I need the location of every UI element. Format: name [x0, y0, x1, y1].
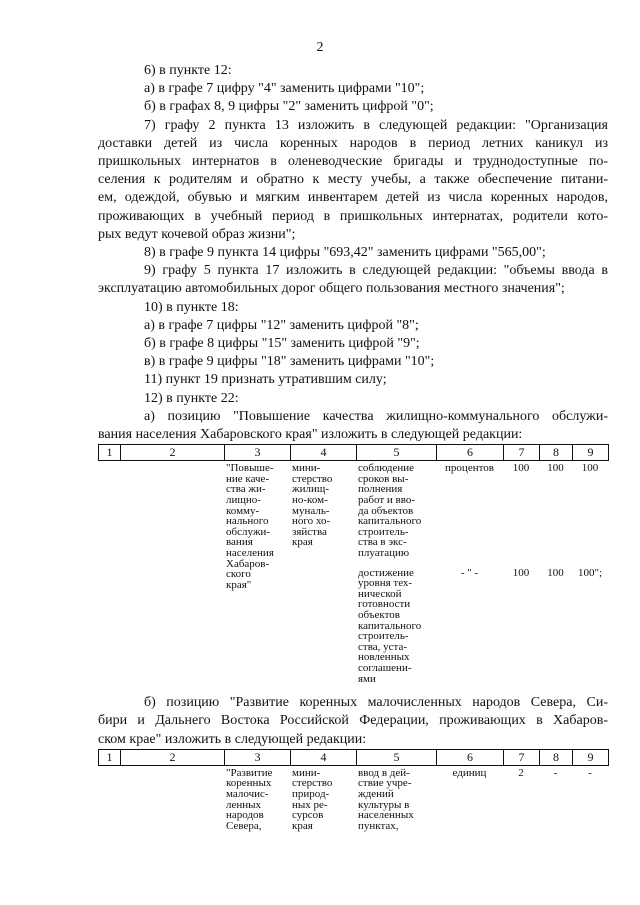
cell-text-line: сурсов	[292, 809, 324, 822]
text-line: ском крае" изложить в следующей редакции:	[98, 731, 367, 747]
cell-text-line: жилищ-	[292, 483, 329, 496]
header-cell: 1	[99, 445, 121, 461]
t1-r1-col-5	[356, 461, 436, 558]
text-line: а) в графе 7 цифры "12" заменить цифрой "8";	[144, 317, 419, 333]
table-1-body	[98, 461, 608, 684]
header-cell: 9	[573, 445, 609, 461]
cell-text-line: мини-	[292, 766, 321, 779]
t1-col-1	[98, 461, 120, 558]
cell-text-line: ями	[358, 672, 376, 685]
header-cell: 2	[121, 749, 225, 765]
cell-text-line: комму-	[226, 504, 260, 517]
cell-text-line: да объектов	[358, 504, 414, 517]
table-1-header	[98, 444, 609, 461]
header-cell: 2	[121, 445, 225, 461]
text-line: пришкольных интернатов в оленеводческие бригады и труднодоступные по-	[98, 154, 608, 170]
cell-text-line: ного хо-	[292, 515, 331, 528]
header-cell: 8	[540, 445, 573, 461]
cell-text-line: края	[292, 819, 313, 832]
t1-r1-col-7: 100	[512, 462, 530, 475]
header-cell: 3	[225, 445, 291, 461]
cell-text-line: ных ре-	[292, 798, 328, 811]
t1-r2-col-8: 100	[547, 566, 564, 579]
cell-text-line: ждений	[358, 787, 394, 800]
t1-col-2	[120, 461, 224, 558]
cell-text-line: достижение	[358, 566, 414, 579]
header-cell: 4	[291, 445, 357, 461]
table-2-header	[98, 749, 609, 766]
cell-text-line: ства в экс-	[358, 536, 407, 549]
cell-text-line: края	[292, 536, 313, 549]
header-cell: 5	[357, 749, 437, 765]
cell-text-line: нической	[358, 587, 402, 600]
cell-text-line: строитель-	[358, 630, 409, 643]
header-cell: 6	[437, 445, 504, 461]
page-number: 2	[316, 40, 324, 55]
t1-r2-col-1	[98, 559, 120, 685]
cell-text-line: капитального	[358, 515, 422, 528]
header-cell: 9	[573, 749, 609, 765]
cell-text-line: сроков вы-	[358, 472, 409, 485]
text-line: а) в графе 7 цифру "4" заменить цифрами "10";	[144, 81, 425, 97]
cell-text-line: вания	[226, 536, 253, 549]
t2-col-2	[120, 766, 224, 832]
cell-text-line: природ-	[292, 787, 330, 800]
header-cell: 3	[225, 749, 291, 765]
cell-text-line: лищно-	[226, 494, 261, 507]
paragraphs-section-a	[98, 62, 608, 444]
text-line: бири и Дальнего Востока Российской Федерации, проживающих в Хабаров-	[98, 713, 608, 729]
t2-col-8: -	[553, 766, 558, 779]
cell-text-line: объектов	[358, 608, 400, 621]
t2-col-6: единиц	[452, 766, 487, 779]
text-line: вания населения Хабаровского края" изложить в следующей редакции:	[98, 427, 523, 443]
cell-text-line: ввод в дей-	[358, 766, 410, 779]
t2-col-7: 2	[518, 766, 524, 779]
text-line: эксплуатацию автомобильных дорог общего пользования местного значения";	[98, 281, 565, 297]
text-line: 9) графу 5 пункта 17 изложить в следующей редакции: "объемы ввода в	[144, 263, 608, 279]
cell-text-line: строитель-	[358, 525, 409, 538]
t1-r2-col-6: - " -	[460, 566, 479, 579]
text-line: 7) графу 2 пункта 13 изложить в следующей редакции: "Организация	[144, 117, 608, 133]
text-line: ем, одеждой, обувью и мягким инвентарем детей из числа коренных народов,	[98, 190, 608, 206]
text-line: проживающих в учебный период в пришкольных интернатах, родители кото-	[98, 208, 608, 224]
text-line: 12) в пункте 22:	[144, 390, 239, 406]
cell-text-line: зяйства	[292, 525, 327, 538]
cell-text-line: работ и вво-	[358, 494, 416, 507]
cell-text-line: народов	[226, 809, 264, 822]
cell-text-line: новленных	[358, 651, 410, 664]
cell-text-line: населенных	[358, 809, 414, 822]
cell-text-line: ленных	[226, 798, 262, 811]
t2-col-1	[98, 766, 120, 832]
cell-text-line: Хабаров-	[226, 557, 270, 570]
text-line: б) в графах 8, 9 цифры "2" заменить цифрой "0";	[144, 99, 434, 115]
t2-col-5	[356, 766, 436, 832]
header-cell: 7	[504, 445, 540, 461]
header-cell: 8	[540, 749, 573, 765]
t2-col-4	[290, 766, 356, 832]
table-2-body	[98, 766, 608, 832]
cell-text-line: населения	[226, 547, 274, 560]
t1-r1-col-9: 100	[581, 462, 599, 475]
paragraphs-section-b	[98, 694, 608, 749]
t1-r2-col-5	[356, 559, 436, 685]
header-cell: 4	[291, 749, 357, 765]
cell-text-line: муналь-	[292, 504, 330, 517]
header-cell: 5	[357, 445, 437, 461]
cell-text-line: ние каче-	[226, 472, 270, 485]
cell-text-line: ства, уста-	[358, 640, 407, 653]
cell-text-line: ства жи-	[226, 483, 266, 496]
cell-text-line: пунктах,	[358, 819, 399, 832]
text-line: в) в графе 9 цифры "18" заменить цифрами "10";	[144, 354, 435, 370]
t1-r2-col-9: 100";	[577, 566, 603, 579]
table-1-row-1	[98, 461, 608, 558]
header-cell: 7	[504, 749, 540, 765]
t1-r1-col-8: 100	[547, 462, 564, 475]
cell-text-line: мини-	[292, 462, 321, 475]
cell-text-line: "Развитие	[226, 766, 273, 779]
cell-text-line: культуры в	[358, 798, 410, 811]
cell-text-line: но-ком-	[292, 494, 328, 507]
header-cell: 6	[437, 749, 504, 765]
cell-text-line: коренных	[226, 777, 272, 790]
cell-text-line: ствие учре-	[358, 777, 412, 790]
cell-text-line: готовности	[358, 598, 411, 611]
t2-col-3	[224, 766, 290, 832]
cell-text-line: соглашени-	[358, 661, 412, 674]
cell-text-line: нального	[226, 515, 269, 528]
cell-text-line: полнения	[358, 483, 403, 496]
cell-text-line: соблюдение	[358, 462, 414, 475]
cell-text-line: малочис-	[226, 787, 269, 800]
cell-text-line: уровня тех-	[358, 577, 413, 590]
cell-text-line: Севера,	[226, 819, 262, 832]
text-line: 6) в пункте 12:	[144, 63, 232, 78]
cell-text-line: капитального	[358, 619, 422, 632]
cell-text-line: края"	[226, 578, 252, 591]
t1-r2-col-7: 100	[512, 566, 530, 579]
t1-col-3	[224, 461, 290, 684]
text-line: а) позицию "Повышение качества жилищно-коммунального обслужи-	[144, 408, 608, 424]
t1-r1-col-6: процентов	[445, 462, 494, 475]
text-line: 8) в графе 9 пункта 14 цифры "693,42" заменить цифрами "565,00";	[144, 245, 546, 261]
cell-text-line: стерство	[292, 472, 333, 485]
cell-text-line: стерство	[292, 777, 333, 790]
text-line: 11) пункт 19 признать утратившим силу;	[144, 372, 387, 388]
document-body	[98, 62, 608, 831]
t1-col-4	[290, 461, 356, 684]
cell-text-line: ского	[226, 568, 251, 581]
cell-text-line: обслужи-	[226, 525, 270, 538]
text-line: доставки детей из числа коренных народов в период летних каникул из	[98, 135, 608, 151]
t2-col-9: -	[588, 766, 592, 779]
text-line: б) позицию "Развитие коренных малочисленных народов Севера, Си-	[144, 695, 608, 711]
text-line: б) в графе 8 цифры "15" заменить цифрой "9";	[144, 336, 420, 352]
t1-r2-col-2	[120, 559, 224, 685]
cell-text-line: "Повыше-	[226, 462, 274, 475]
cell-text-line: плуатацию	[358, 547, 410, 560]
text-line: селения к родителям и обратно к месту учебы, а также обеспечение питани-	[98, 172, 608, 188]
text-line: рых ведут кочевой образ жизни";	[98, 226, 296, 242]
table-2-row-1	[98, 766, 608, 832]
header-cell: 1	[99, 749, 121, 765]
text-line: 10) в пункте 18:	[144, 299, 239, 315]
